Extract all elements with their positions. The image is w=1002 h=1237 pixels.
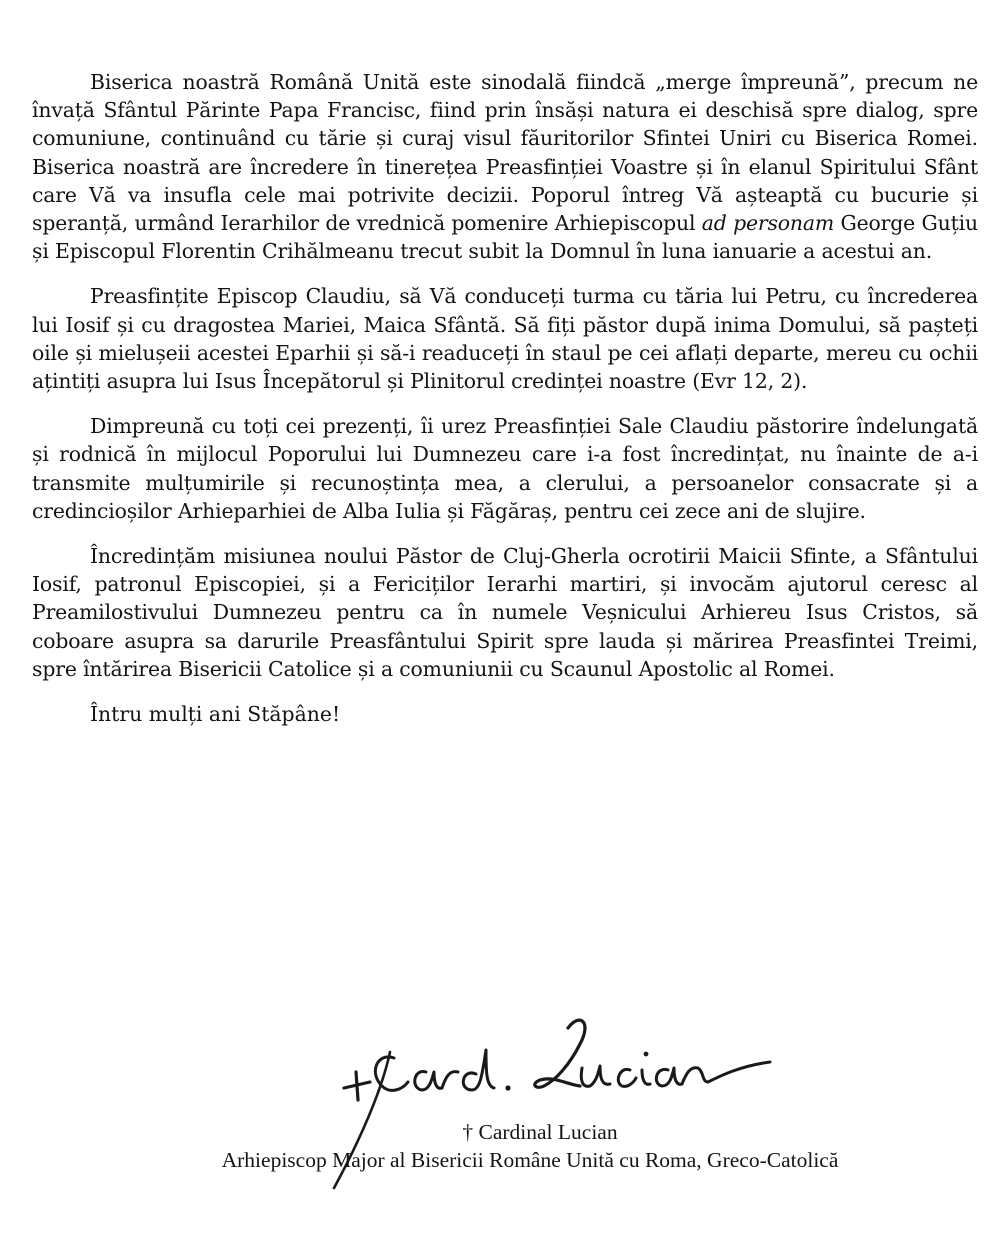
signatory-name: † Cardinal Lucian (462, 1120, 618, 1144)
paragraph-1 (32, 68, 978, 265)
paragraph-2: Preasfințite Episcop Claudiu, să Vă conduceți turma cu tăria lui Petru, cu încrederea lui Iosif și cu dragostea Mariei, Maica Sfântă. Să fiți păstor după inima Domului, să pașteți oile și mielușeii acestei Eparhii și să-i readuceți în staul pe cei aflați departe, mereu cu ochii ațintiți asupra lui Isus Începătorul și Plinitorul credinței noastre (Evr 12, 2). (32, 284, 978, 394)
letter-body (32, 68, 978, 728)
paragraph-1-text-start: Biserica noastră Română Unită este sinodală fiindcă „merge împreună”, precum ne învață Sfântul Părinte Papa Francisc, fiind prin însăși natura ei deschisă spre dialog, spre comuniune, continuând cu tărie și curaj visul făuritorilor Sfintei Uniri cu Biserica Romei. Biserica noastră are încredere în tinerețea Preasfinției Voastre și în elanul Spiritului Sfânt care Vă va insufla cele mai potrivite decizii. Poporul întreg Vă așteaptă cu bucurie și speranță, urmând Ierarhilor de vrednică pomenire Arhiepiscopul (32, 70, 978, 236)
signature-block (0, 1118, 1002, 1174)
signatory-title: Arhiepiscop Major al Bisericii Române Unită cu Roma, Greco-Catolică (221, 1148, 839, 1172)
paragraph-3: Dimpreună cu toți cei prezenți, îi urez Preasfinției Sale Claudiu păstorire îndelungată și rodnică în mijlocul Poporului lui Dumnezeu care i-a fost încredințat, nu înainte de a-i transmite mulțumirile și recunoștința mea, a clerului, a persoanelor consacrate și a credincioșilor Arhieparhiei de Alba Iulia și Făgăraș, pentru cei zece ani de slujire. (32, 414, 978, 523)
paragraph-1-text-end: George Guțiu și Episcopul Florentin Crihălmeanu trecut subit la Domnul în luna ianuarie a acestui an. (32, 211, 978, 264)
paragraph-4: Încredințăm misiunea noului Păstor de Cluj-Gherla ocrotirii Maicii Sfinte, a Sfântului Iosif, patronul Episcopiei, și a Fericiților Ierarhi martiri, și invocăm ajutorul ceresc al Preamilostivului Dumnezeu pentru ca în numele Veșnicului Arhiereu Isus Cristos, să coboare asupra sa darurile Preasfântului Spirit spre lauda și mărirea Preasfintei Treimi, spre întărirea Bisericii Catolice și a comuniunii cu Scaunul Apostolic al Romei. (32, 544, 978, 681)
paragraph-1-emphasis: ad personam (701, 211, 835, 236)
closing-greeting: Întru mulți ani Stăpâne! (90, 702, 341, 727)
